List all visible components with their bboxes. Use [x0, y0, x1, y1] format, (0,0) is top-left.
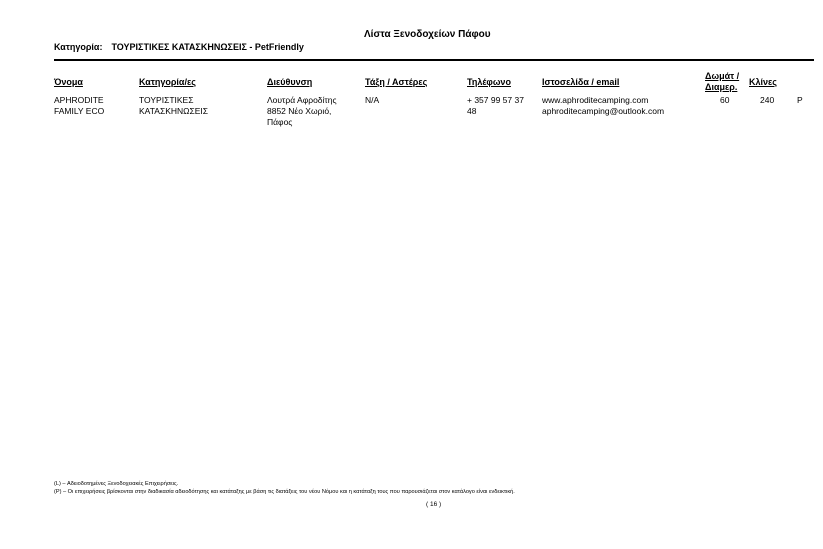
cell-category-line2: ΚΑΤΑΣΚΗΝΩΣΕΙΣ [139, 106, 209, 116]
cell-phone-line1: + 357 99 57 37 [467, 95, 524, 105]
cell-email-link[interactable]: aphroditecamping@outlook.com [542, 106, 665, 116]
cell-phone [467, 95, 524, 117]
cell-name [54, 95, 104, 117]
cell-category [139, 95, 208, 117]
column-header-rooms [705, 71, 747, 93]
cell-phone-line2: 48 [467, 106, 477, 116]
column-header-address: Διεύθυνση [267, 77, 313, 87]
cell-name-line2: FAMILY ECO [54, 106, 105, 116]
cell-status: P [797, 95, 803, 105]
column-header-class: Τάξη / Αστέρες [365, 77, 428, 87]
cell-address [267, 95, 337, 128]
category-label: Κατηγορία: [54, 42, 103, 52]
category-value: ΤΟΥΡΙΣΤΙΚΕΣ ΚΑΤΑΣΚΗΝΩΣΕΙΣ - PetFriendly [111, 42, 304, 52]
cell-address-line3: Πάφος [267, 117, 293, 127]
cell-website-link[interactable]: www.aphroditecamping.com [542, 95, 649, 105]
page-number: ( 16 ) [426, 501, 442, 508]
header-rule [54, 59, 814, 61]
column-header-beds: Κλίνες [749, 77, 777, 87]
column-header-category: Κατηγορία/ες [139, 77, 196, 87]
cell-name-line1: APHRODITE [54, 95, 104, 105]
cell-beds: 240 [760, 95, 775, 105]
cell-web [542, 95, 664, 117]
cell-address-line1: Λουτρά Αφροδίτης [267, 95, 337, 105]
column-header-rooms-line1: Δωμάτ / [705, 71, 740, 81]
column-header-web: Ιστοσελίδα / email [542, 77, 620, 87]
footnote-p: (P) – Οι επιχειρήσεις βρίσκονται στην διαδικασία αδειοδότησης και κατάταξης με βάση τις διατάξεις του νέου Νόμου και η κατάταξη τους που παρουσιάζεται στον κατάλογο είναι ενδεικτική. [54, 489, 515, 495]
cell-address-line2: 8852 Νέο Χωριό, [267, 106, 332, 116]
category-line [54, 42, 304, 52]
document-title: Λίστα Ξενοδοχείων Πάφου [364, 29, 491, 40]
footnote-l: (L) – Αδειοδοτημένες Ξενοδοχειακές Επιχειρήσεις. [54, 481, 179, 487]
cell-category-line1: ΤΟΥΡΙΣΤΙΚΕΣ [139, 95, 194, 105]
column-header-name: Όνομα [54, 77, 83, 87]
cell-class: N/A [365, 95, 380, 105]
column-header-rooms-line2: Διαμερ. [705, 82, 738, 92]
cell-rooms: 60 [720, 95, 730, 105]
column-header-phone: Τηλέφωνο [467, 77, 511, 87]
footnotes [54, 480, 515, 496]
